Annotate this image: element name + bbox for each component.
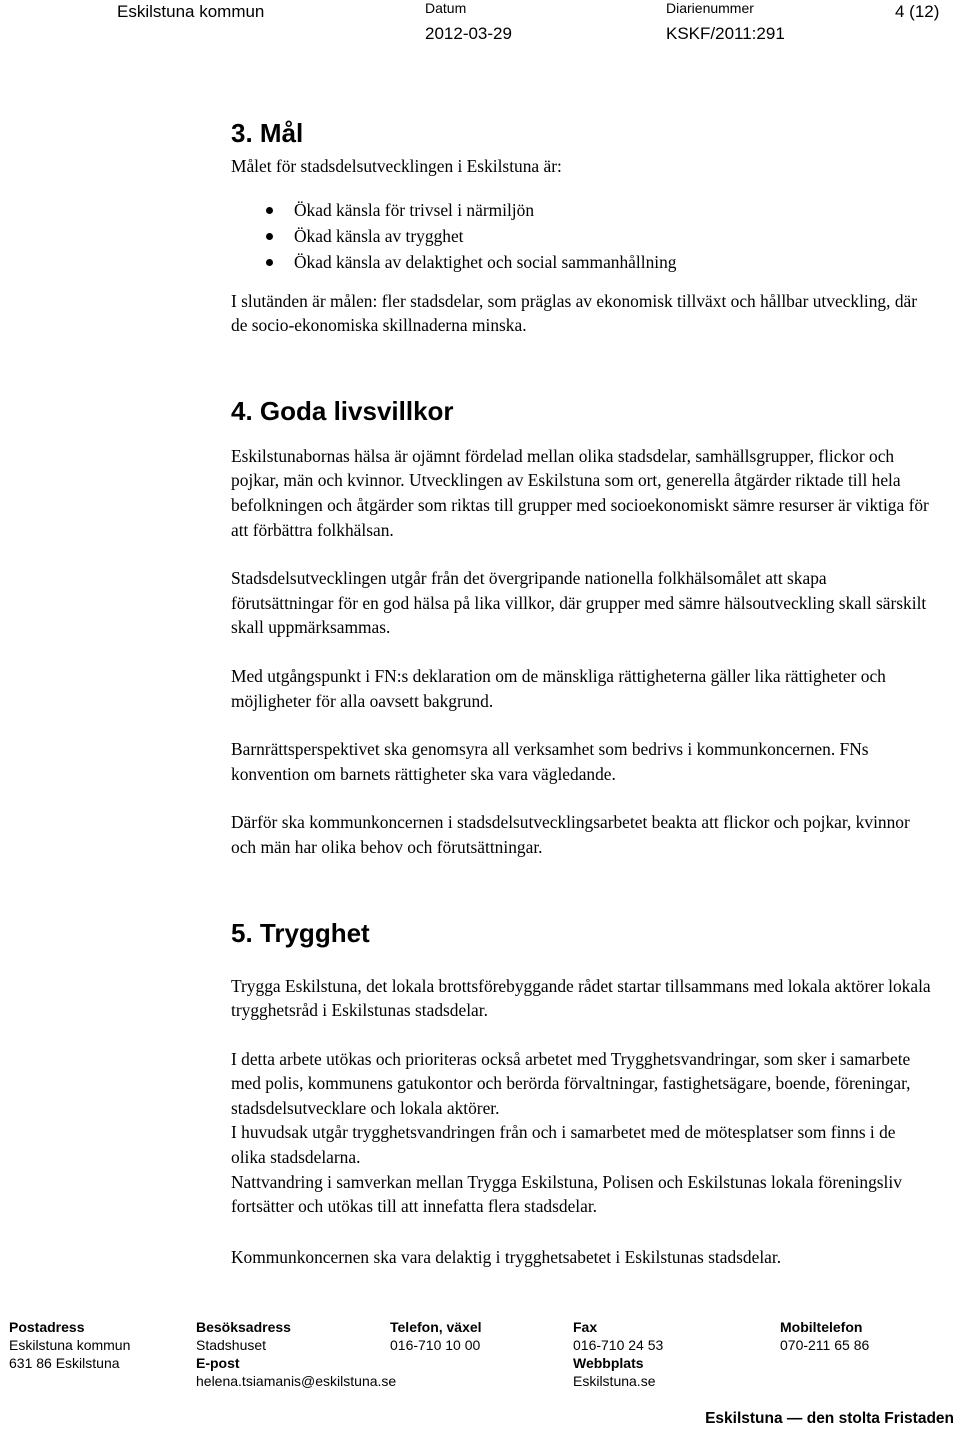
goals-list <box>231 197 931 275</box>
header-reference-value: KSKF/2011:291 <box>666 24 785 43</box>
footer-fax-web <box>573 1318 663 1390</box>
section-5-paragraph-2b: I huvudsak utgår trygghetsvandringen från och i samarbetet med de mötesplatser som finns i de olika stadsdelarna. <box>231 1122 896 1168</box>
page-number: 4 (12) <box>895 2 940 21</box>
footer-mobile <box>780 1318 869 1354</box>
footer-visiting-value: Stadshuset <box>196 1337 267 1353</box>
section-4-paragraph-4: Barnrättsperspektivet ska genomsyra all verksamhet som bedrivs i kommunkoncernen. FNs konvention om barnets rättigheter ska vara vägledande. <box>231 739 869 784</box>
footer-postal-line2: 631 86 Eskilstuna <box>9 1355 120 1371</box>
section-4-paragraph-1: Eskilstunabornas hälsa är ojämnt fördelad mellan olika stadsdelar, samhällsgrupper, flickor och pojkar, män och kvinnor. Utvecklingen av Eskilstuna som ort, generella åtgärder riktade till hela befolkningen och åtgärder som riktas till grupper med socioekonomiskt sämre resurser är viktiga för att förbättra folkhälsan. <box>231 445 929 540</box>
section-4-paragraph-2: Stadsdelsutvecklingen utgår från det övergripande nationella folkhälsomålet att skapa förutsättningar för en god hälsa på lika villkor, där grupper med sämre hälsoutveckling skall särskilt skall uppmärksammas. <box>231 568 927 638</box>
section-4-title: 4. Goda livsvillkor <box>231 395 454 426</box>
footer-fax-label: Fax <box>573 1319 598 1335</box>
footer-slogan: Eskilstuna — den stolta Fristaden <box>705 1410 954 1427</box>
section-3-paragraph: I slutänden är målen: fler stadsdelar, som präglas av ekonomisk tillväxt och hållbar utveckling, där de socio-ekonomiska skillnaderna minska. <box>231 290 918 336</box>
footer-website-link[interactable]: Eskilstuna.se <box>573 1373 656 1389</box>
footer-website-label: Webbplats <box>573 1355 644 1371</box>
goal-item: Ökad känsla för trivsel i närmiljön <box>231 197 931 223</box>
footer-visiting-label: Besöksadress <box>196 1319 291 1335</box>
section-5-title: 5. Trygghet <box>231 917 370 948</box>
footer-mobile-label: Mobiltelefon <box>780 1319 863 1335</box>
header-date-value: 2012-03-29 <box>425 24 512 43</box>
document-body <box>231 116 931 1269</box>
section-5-paragraph-2a: I detta arbete utökas och prioriteras också arbetet med Trygghetsvandringar, som sker i samarbete med polis, kommunens gatukontor och berörda förvaltningar, fastighetsägare, boende, föreningar, stadsdelsutvecklare och lokala aktörer. <box>231 1048 911 1118</box>
footer-email-link[interactable]: helena.tsiamanis@eskilstuna.se <box>196 1373 397 1389</box>
header-organization: Eskilstuna kommun <box>117 2 265 21</box>
footer-postal-address <box>9 1318 130 1372</box>
section-4-paragraph-3: Med utgångspunkt i FN:s deklaration om de mänskliga rättigheterna gäller lika rättigheter och möjligheter för alla oavsett bakgrund. <box>231 665 886 711</box>
section-3-intro: Målet för stadsdelsutvecklingen i Eskilstuna är: <box>231 156 562 176</box>
section-5-paragraph-1: Trygga Eskilstuna, det lokala brottsförebyggande rådet startar tillsammans med lokala aktörer lokala trygghetsråd i Eskilstunas stadsdelar. <box>231 975 931 1021</box>
section-5-paragraph-2c: Nattvandring i samverkan mellan Trygga Eskilstuna, Polisen och Eskilstunas lokala föreningsliv fortsätter och utökas till att innefatta flera stadsdelar. <box>231 1171 902 1217</box>
section-5-paragraph-3: Kommunkoncernen ska vara delaktig i trygghetsabetet i Eskilstunas stadsdelar. <box>231 1246 782 1267</box>
header-date-label: Datum <box>425 0 467 16</box>
section-4-paragraph-5: Därför ska kommunkoncernen i stadsdelsutvecklingsarbetet beakta att flickor och pojkar, kvinnor och män har olika behov och förutsättningar. <box>231 812 910 857</box>
footer-fax-value: 016-710 24 53 <box>573 1337 664 1353</box>
goal-item: Ökad känsla av trygghet <box>231 223 931 249</box>
footer-postal-label: Postadress <box>9 1319 85 1335</box>
page-footer <box>0 1318 960 1430</box>
footer-phone-label: Telefon, växel <box>390 1319 482 1335</box>
footer-postal-line1: Eskilstuna kommun <box>9 1337 131 1353</box>
footer-visiting-address <box>196 1318 396 1390</box>
footer-phone <box>390 1318 482 1354</box>
section-3-title: 3. Mål <box>231 118 304 148</box>
footer-email-label: E-post <box>196 1355 240 1371</box>
goal-item: Ökad känsla av delaktighet och social sammanhållning <box>231 249 931 275</box>
header-reference-label: Diarienummer <box>666 0 754 16</box>
footer-mobile-value: 070-211 65 86 <box>780 1337 870 1353</box>
footer-phone-value: 016-710 10 00 <box>390 1337 481 1353</box>
